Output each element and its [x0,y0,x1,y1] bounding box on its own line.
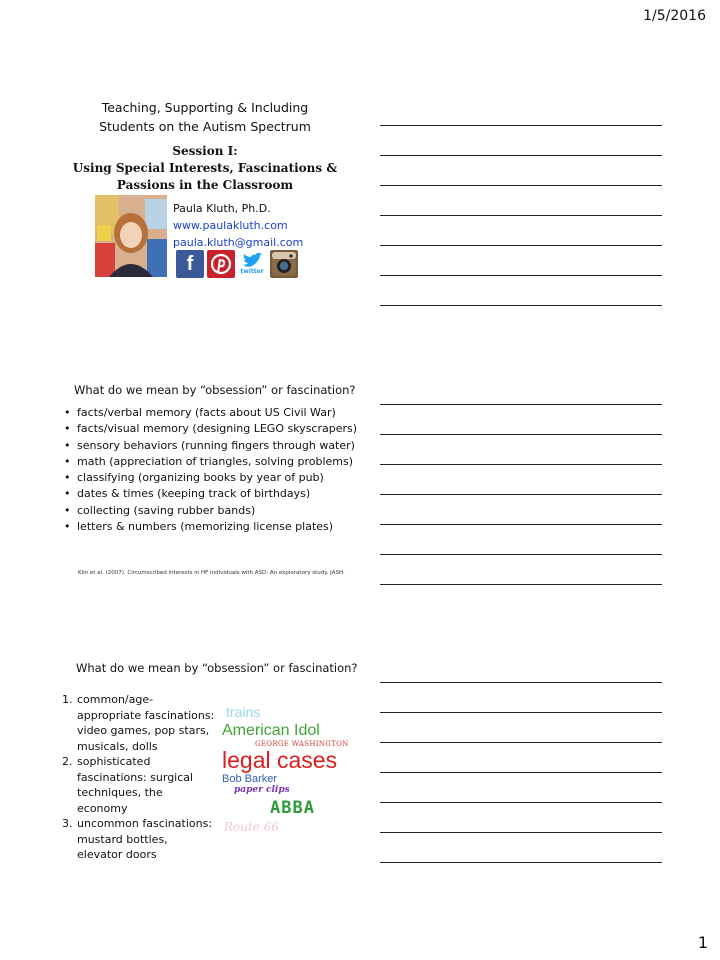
notes-line [380,682,662,683]
notes-line [380,275,662,276]
author-name: Paula Kluth, Ph.D. [173,202,271,215]
title-line: Students on the Autism Spectrum [99,119,311,134]
author-photo [95,195,167,277]
notes-line [380,862,662,863]
page-date: 1/5/2016 [643,8,706,24]
pinterest-icon[interactable] [207,250,235,278]
list-item: • dates & times (keeping track of birthdays) [64,486,357,502]
notes-line [380,155,662,156]
word-trains: trains [226,704,261,720]
slide1-title [60,98,350,136]
slide1-session-title [60,143,350,194]
notes-line [380,185,662,186]
list-item: • math (appreciation of triangles, solving problems) [64,454,357,470]
notes-line [380,305,662,306]
notes-line [380,524,662,525]
slide2-citation: Klin et al. (2007). Circumscribed interests in HF individuals with ASD: An exploratory study. JASH. [78,570,345,576]
list-item: • sensory behaviors (running fingers through water) [64,438,357,454]
notes-line [380,434,662,435]
notes-line [380,125,662,126]
slide2-heading: What do we mean by “obsession” or fascination? [74,383,356,397]
session-line: Passions in the Classroom [116,178,294,192]
title-line: Teaching, Supporting & Including [101,100,309,115]
list-item: • classifying (organizing books by year of pub) [64,470,357,486]
slide3-heading: What do we mean by “obsession” or fascination? [76,661,358,675]
item-text: common/age-appropriate fascinations: video games, pop stars, musicals, dolls [77,693,215,753]
notes-line [380,802,662,803]
page-number: 1 [697,933,708,952]
slide2-bullet-list [64,405,357,535]
notes-line [380,464,662,465]
word-george-washington: GEORGE WASHINGTON [255,740,349,748]
session-line: Using Special Interests, Fascinations & [72,161,338,175]
word-abba: ABBA [270,798,315,818]
notes-line [380,832,662,833]
word-route-66: Route 66 [224,820,279,834]
notes-line [380,712,662,713]
notes-line [380,584,662,585]
word-paper-clips: paper clips [234,785,290,795]
word-bob-barker: Bob Barker [222,773,278,785]
list-item: • letters & numbers (memorizing license plates) [64,519,357,535]
notes-line [380,742,662,743]
slide3-numbered-list [62,692,222,863]
notes-line [380,494,662,495]
item-number: 3. [62,817,73,830]
item-number: 2. [62,755,73,768]
twitter-icon[interactable] [236,250,268,278]
twitter-label: twitter [240,268,264,275]
notes-line [380,404,662,405]
list-item [62,816,222,863]
list-item: • collecting (saving rubber bands) [64,503,357,519]
list-item: • facts/verbal memory (facts about US Civil War) [64,405,357,421]
list-item [62,754,222,816]
list-item [62,692,222,754]
item-text: sophisticated fascinations: surgical techniques, the economy [77,755,194,815]
item-text: uncommon fascinations: mustard bottles, elevator doors [77,817,213,861]
website-link[interactable]: www.paulakluth.com [173,219,288,232]
email-link[interactable]: paula.kluth@gmail.com [173,236,304,249]
item-number: 1. [62,693,73,706]
notes-line [380,245,662,246]
instagram-icon[interactable] [270,250,298,278]
session-line: Session I: [172,144,238,158]
notes-line [380,215,662,216]
notes-line [380,772,662,773]
word-legal-cases: legal cases [222,747,338,773]
facebook-icon[interactable]: f [176,250,204,278]
author-info [173,200,303,251]
word-american-idol: American Idol [222,722,320,739]
notes-line [380,554,662,555]
list-item: • facts/visual memory (designing LEGO skyscrapers) [64,421,357,437]
